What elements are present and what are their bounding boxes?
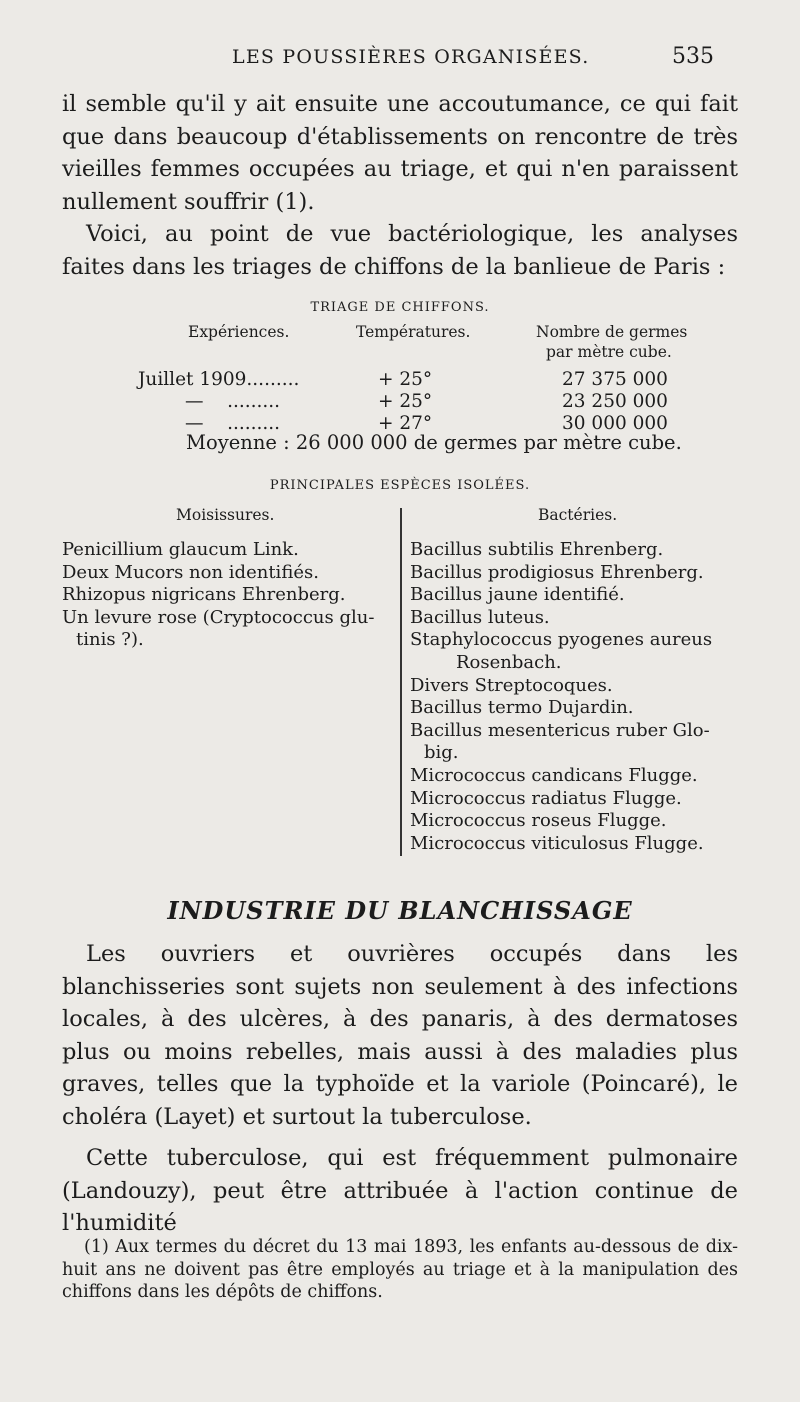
list-item: Penicillium glaucum Link. xyxy=(62,539,299,560)
header-germs xyxy=(536,322,687,362)
page-number: 535 xyxy=(672,44,714,69)
header-experiences: Expériences. xyxy=(188,323,290,341)
header-temperatures: Températures. xyxy=(356,323,471,341)
row-germs: 23 250 000 xyxy=(562,391,668,412)
row-temperature: + 25° xyxy=(378,369,433,390)
list-item: tinis ?). xyxy=(76,629,144,651)
paragraph-tuberculose: Cette tuberculose, qui est fréquemment pulmonaire (Landouzy), peut être attribuée à l'action continue de l'humidité xyxy=(62,1145,738,1236)
row-germs: 27 375 000 xyxy=(562,369,668,390)
paragraph-blanchisseries: Les ouvriers et ouvrières occupés dans les blanchisseries sont sujets non seulement à des infections locales, à des ulcères, à des panaris, à des dermatoses plus ou moins rebelles, mais aussi à des maladies plus graves, telles que la typhoïde et la variole (Poincaré), le choléra (Layet) et surtout la tuberculose. xyxy=(62,941,738,1130)
list-item: Bacillus prodigiosus Ehrenberg. xyxy=(410,561,704,583)
list-item: Micrococcus roseus Flugge. xyxy=(410,810,667,832)
list-item: Micrococcus candicans Flugge. xyxy=(410,764,698,786)
header-germs-line2: par mètre cube. xyxy=(546,343,672,361)
footnote: (1) Aux termes du décret du 13 mai 1893, les enfants au-dessous de dix-huit ans ne doivent pas être employés au triage et à la manipulation des chiffons dans les dépôts de chiffons. xyxy=(62,1237,738,1302)
triage-table-title: TRIAGE DE CHIFFONS. xyxy=(310,300,490,315)
list-item: Deux Mucors non identifiés. xyxy=(62,561,319,583)
list-item: Bacillus luteus. xyxy=(410,606,550,628)
header-germs-line1: Nombre de germes xyxy=(536,323,688,341)
list-item: Micrococcus radiatus Flugge. xyxy=(410,787,682,809)
list-item: Micrococcus viticulosus Flugge. xyxy=(410,832,704,854)
row-temperature: + 25° xyxy=(378,391,433,412)
paragraph-accoutumance: il semble qu'il y ait ensuite une accoutumance, ce qui fait que dans beaucoup d'établissements on rencontre de très vieilles femmes occupées au triage, et qui n'en paraissent nullement souffrir (1). xyxy=(62,91,738,215)
row-label: — ......... xyxy=(138,391,280,412)
section-title: INDUSTRIE DU BLANCHISSAGE xyxy=(167,896,633,925)
list-item: Bacillus mesentericus ruber Glo- xyxy=(410,719,710,741)
row-label: Juillet 1909......... xyxy=(138,369,300,390)
bacteries-list xyxy=(410,539,712,855)
list-item: Rosenbach. xyxy=(456,651,562,673)
table-row xyxy=(0,391,800,415)
list-item: Bacillus subtilis Ehrenberg. xyxy=(410,539,664,560)
list-item: big. xyxy=(424,742,459,764)
paragraph-analyses-intro: Voici, au point de vue bactériologique, les analyses faites dans les triages de chiffons de la banlieue de Paris : xyxy=(62,221,738,280)
moisissures-list xyxy=(62,539,374,652)
moisissures-header: Moisissures. xyxy=(176,506,275,524)
row-label: — ......... xyxy=(138,413,280,434)
list-item: Rhizopus nigricans Ehrenberg. xyxy=(62,584,346,606)
list-item: Bacillus termo Dujardin. xyxy=(410,697,634,719)
page-header xyxy=(0,46,800,72)
row-germs: 30 000 000 xyxy=(562,413,668,434)
row-temperature: + 27° xyxy=(378,413,433,434)
column-divider xyxy=(400,508,402,856)
list-item: Bacillus jaune identifié. xyxy=(410,584,625,606)
table-row xyxy=(0,369,800,393)
bacteries-header: Bactéries. xyxy=(538,506,618,524)
running-title: LES POUSSIÈRES ORGANISÉES. xyxy=(232,46,590,68)
list-item: Staphylococcus pyogenes aureus xyxy=(410,629,713,651)
species-title: PRINCIPALES ESPÈCES ISOLÉES. xyxy=(269,478,531,493)
table-moyenne: Moyenne : 26 000 000 de germes par mètre cube. xyxy=(186,431,682,454)
list-item: Divers Streptocoques. xyxy=(410,674,613,696)
list-item: Un levure rose (Cryptococcus glu- xyxy=(62,606,375,628)
